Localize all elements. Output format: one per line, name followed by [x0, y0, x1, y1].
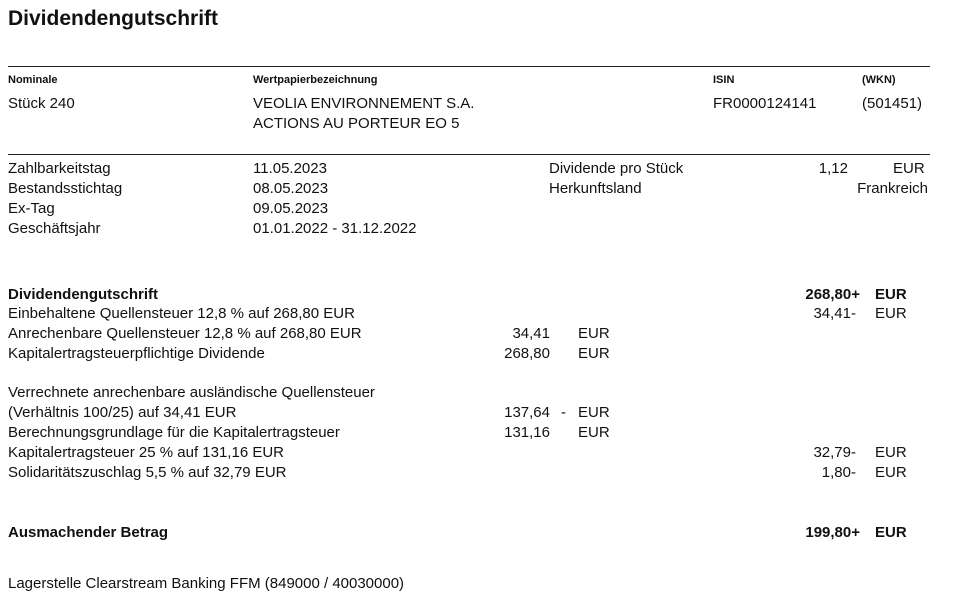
- einbehaltene-currency: EUR: [875, 305, 907, 322]
- middle-divider: [8, 154, 930, 155]
- grundlage-label: Berechnungsgrundlage für die Kapitalertragsteuer: [8, 424, 340, 441]
- dividende-value: 1,12: [818, 160, 848, 177]
- einbehaltene-label: Einbehaltene Quellensteuer 12,8 % auf 268,80 EUR: [8, 305, 355, 322]
- verrechnete-currency: EUR: [578, 404, 610, 421]
- gutschrift-label: Dividendengutschrift: [8, 286, 159, 303]
- document-title: Dividendengutschrift: [8, 7, 219, 30]
- total-label: Ausmachender Betrag: [8, 524, 169, 541]
- date-value-ex-tag: 09.05.2023: [253, 200, 329, 217]
- date-value-zahlbarkeitstag: 11.05.2023: [253, 160, 327, 177]
- wkn-value: (501451): [862, 95, 923, 112]
- herkunft-value: Frankreich: [857, 180, 928, 197]
- date-label-bestandsstichtag: Bestandsstichtag: [8, 180, 123, 197]
- verrechnete-mid: 137,64: [504, 404, 550, 421]
- dividende-label: Dividende pro Stück: [549, 160, 684, 177]
- anrechenbare-label: Anrechenbare Quellensteuer 12,8 % auf 268,80 EUR: [8, 325, 362, 342]
- security-name-line1: VEOLIA ENVIRONNEMENT S.A.: [253, 95, 475, 112]
- kest-currency: EUR: [875, 444, 907, 461]
- header-nominale: Nominale: [8, 74, 58, 86]
- isin-value: FR0000124141: [713, 95, 817, 112]
- date-value-bestandsstichtag: 08.05.2023: [253, 180, 329, 197]
- einbehaltene-amount: 34,41-: [813, 305, 856, 322]
- header-isin: ISIN: [713, 74, 735, 86]
- kapitalpflichtig-mid: 268,80: [504, 345, 550, 362]
- date-label-zahlbarkeitstag: Zahlbarkeitstag: [8, 160, 111, 177]
- kest-amount: 32,79-: [813, 444, 856, 461]
- dividende-currency: EUR: [893, 160, 925, 177]
- total-currency: EUR: [875, 524, 907, 541]
- lagerstelle-footer: Lagerstelle Clearstream Banking FFM (849000 / 40030000): [8, 575, 405, 592]
- date-label-ex-tag: Ex-Tag: [8, 200, 55, 217]
- header-wkn: (WKN): [862, 74, 896, 86]
- soli-currency: EUR: [875, 464, 907, 481]
- soli-amount: 1,80-: [821, 464, 856, 481]
- anrechenbare-currency: EUR: [578, 325, 610, 342]
- date-label-geschaeftsjahr: Geschäftsjahr: [8, 220, 101, 237]
- kest-label: Kapitalertragsteuer 25 % auf 131,16 EUR: [8, 444, 284, 461]
- date-value-geschaeftsjahr: 01.01.2022 - 31.12.2022: [253, 220, 417, 237]
- gutschrift-currency: EUR: [875, 286, 907, 303]
- verrechnete-sign: -: [561, 404, 566, 421]
- top-divider: [8, 66, 930, 67]
- header-wertpapier: Wertpapierbezeichnung: [253, 74, 378, 86]
- nominale-value: Stück 240: [8, 95, 75, 112]
- kapitalpflichtig-currency: EUR: [578, 345, 610, 362]
- gutschrift-amount: 268,80+: [805, 286, 860, 303]
- total-amount: 199,80+: [805, 524, 860, 541]
- verrechnete-label-line2: (Verhältnis 100/25) auf 34,41 EUR: [8, 404, 237, 421]
- grundlage-mid: 131,16: [504, 424, 550, 441]
- herkunft-label: Herkunftsland: [549, 180, 642, 197]
- kapitalpflichtig-label: Kapitalertragsteuerpflichtige Dividende: [8, 345, 265, 362]
- anrechenbare-mid: 34,41: [512, 325, 550, 342]
- verrechnete-label-line1: Verrechnete anrechenbare ausländische Quellensteuer: [8, 384, 375, 401]
- soli-label: Solidaritätszuschlag 5,5 % auf 32,79 EUR: [8, 464, 287, 481]
- grundlage-currency: EUR: [578, 424, 610, 441]
- security-name-line2: ACTIONS AU PORTEUR EO 5: [253, 115, 460, 132]
